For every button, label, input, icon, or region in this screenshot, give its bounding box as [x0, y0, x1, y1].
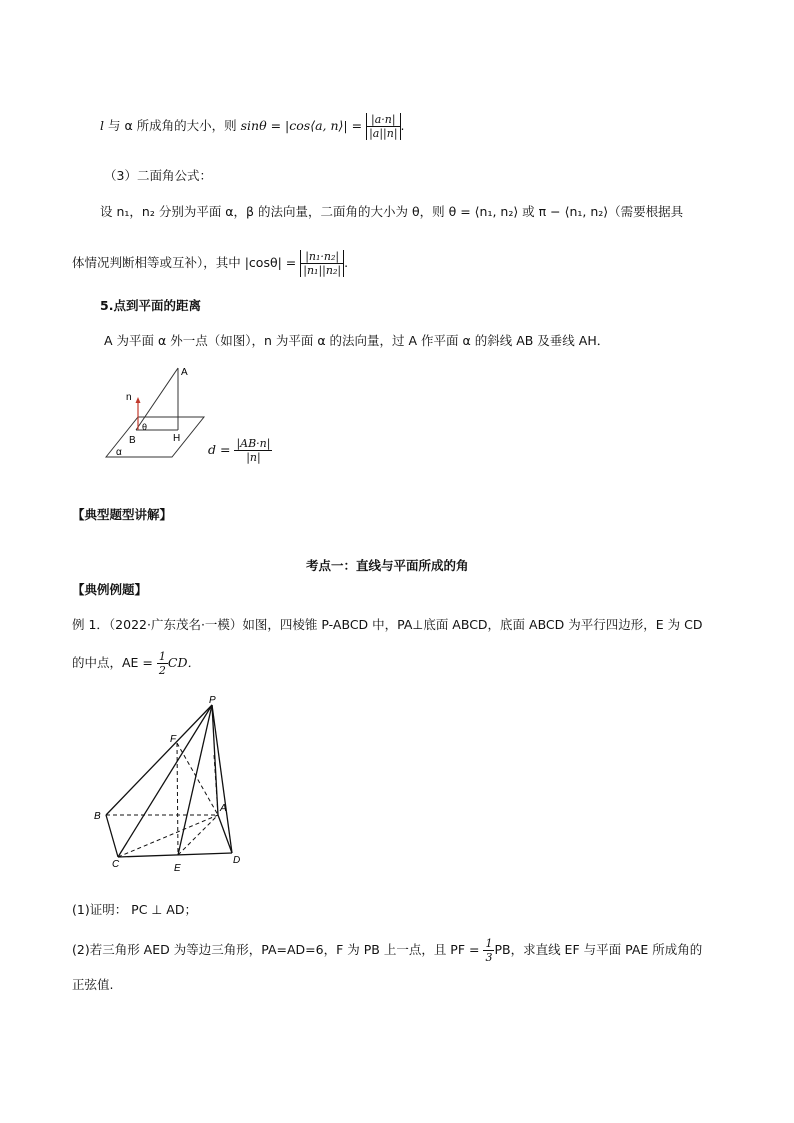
distance-lhs: d = [208, 442, 231, 457]
distance-num: |AB·n| [236, 437, 271, 450]
kaodian-title: 考点一：直线与平面所成的角 [306, 558, 469, 573]
ex1-num: 1 [158, 650, 166, 663]
question-2-line1 [72, 937, 702, 964]
plane-distance-figure [100, 362, 210, 462]
edge-CD [118, 853, 232, 857]
line1-den: |a||n| [369, 127, 398, 140]
example1-line1: 例 1．（2022·广东茂名·一模）如图，四棱锥 P-ABCD 中，PA⊥底面 ABCD，底面 ABCD 为平行四边形，E 为 CD [72, 617, 703, 632]
normal-vector-arrowhead [136, 397, 141, 403]
ex1-fraction [157, 650, 168, 677]
distance-den: |n| [246, 451, 261, 464]
q2-den: 3 [485, 951, 493, 964]
segment-AB [136, 368, 178, 430]
label-theta: θ [142, 422, 148, 432]
label-E: E [174, 863, 181, 874]
question-2-line2: 正弦值. [72, 977, 114, 992]
edge-EF-aux [214, 755, 218, 815]
edge-PD [212, 705, 232, 853]
ex1-den: 2 [158, 664, 166, 677]
line1-end: . [400, 118, 405, 133]
distance-formula [208, 437, 272, 464]
example1-line2 [72, 650, 200, 677]
edge-PC [118, 705, 212, 857]
edge-BC [106, 815, 118, 857]
q2-fraction [483, 937, 494, 964]
sec3-num: |n₁·n₂| [301, 250, 343, 264]
heading-examples: 【典例例题】 [72, 582, 148, 597]
sec3-line2-text: 体情况判断相等或互补），其中 |cosθ| = [72, 255, 297, 270]
sec3-fraction [300, 250, 344, 277]
label-B: B [129, 435, 136, 446]
line1-formula: sinθ = |cos⟨a, n⟩| = [240, 118, 363, 133]
sec3-end: . [344, 255, 349, 270]
question-1: (1)证明： PC ⊥ AD； [72, 902, 197, 917]
label-H: H [173, 433, 181, 444]
label-n: n [126, 392, 132, 403]
label-alpha: α [116, 447, 122, 458]
edge-PB [106, 705, 212, 815]
sec5-title: 5.点到平面的距离 [100, 298, 201, 313]
edge-EA [178, 815, 218, 855]
distance-fraction [234, 437, 272, 464]
label-D: D [233, 855, 241, 866]
label-A: A [181, 367, 188, 378]
label-B: B [94, 811, 101, 822]
label-P: P [209, 695, 216, 706]
sec3-den: |n₁||n₂| [303, 264, 342, 277]
label-F: F [170, 734, 177, 745]
label-A: A [220, 803, 227, 814]
q2-num: 1 [485, 937, 493, 950]
line1-num: |a·n| [367, 113, 399, 127]
edge-PE [178, 705, 212, 855]
edge-FA [177, 743, 218, 815]
pyramid-figure [90, 695, 250, 875]
sec3-title: （3）二面角公式： [104, 168, 212, 183]
sec3-line2 [72, 250, 348, 277]
heading-typical-problems: 【典型题型讲解】 [72, 507, 173, 522]
ex1-line2-text: 的中点，AE = [72, 655, 153, 670]
line-angle-line-plane [100, 113, 405, 140]
q2-post: PB，求直线 EF 与平面 PAE 所成角的 [494, 942, 703, 957]
sec5-line: A 为平面 α 外一点（如图），n 为平面 α 的法向量，过 A 作平面 α 的斜线 AB 及垂线 AH． [104, 333, 610, 348]
line1-fraction [366, 113, 400, 140]
sec3-line1: 设 n₁，n₂ 分别为平面 α，β 的法向量，二面角的大小为 θ，则 θ = ⟨n₁, n₂⟩ 或 π − ⟨n₁, n₂⟩（需要根据具 [100, 204, 684, 219]
q2-pre: (2)若三角形 AED 为等边三角形，PA=AD=6，F 为 PB 上一点，且 PF = [72, 942, 480, 957]
label-C: C [112, 859, 120, 870]
var-l: l [100, 118, 104, 133]
edge-CA [118, 815, 218, 857]
ex1-end: CD． [167, 655, 200, 670]
line1-text: 与 α 所成角的大小，则 [104, 118, 241, 133]
